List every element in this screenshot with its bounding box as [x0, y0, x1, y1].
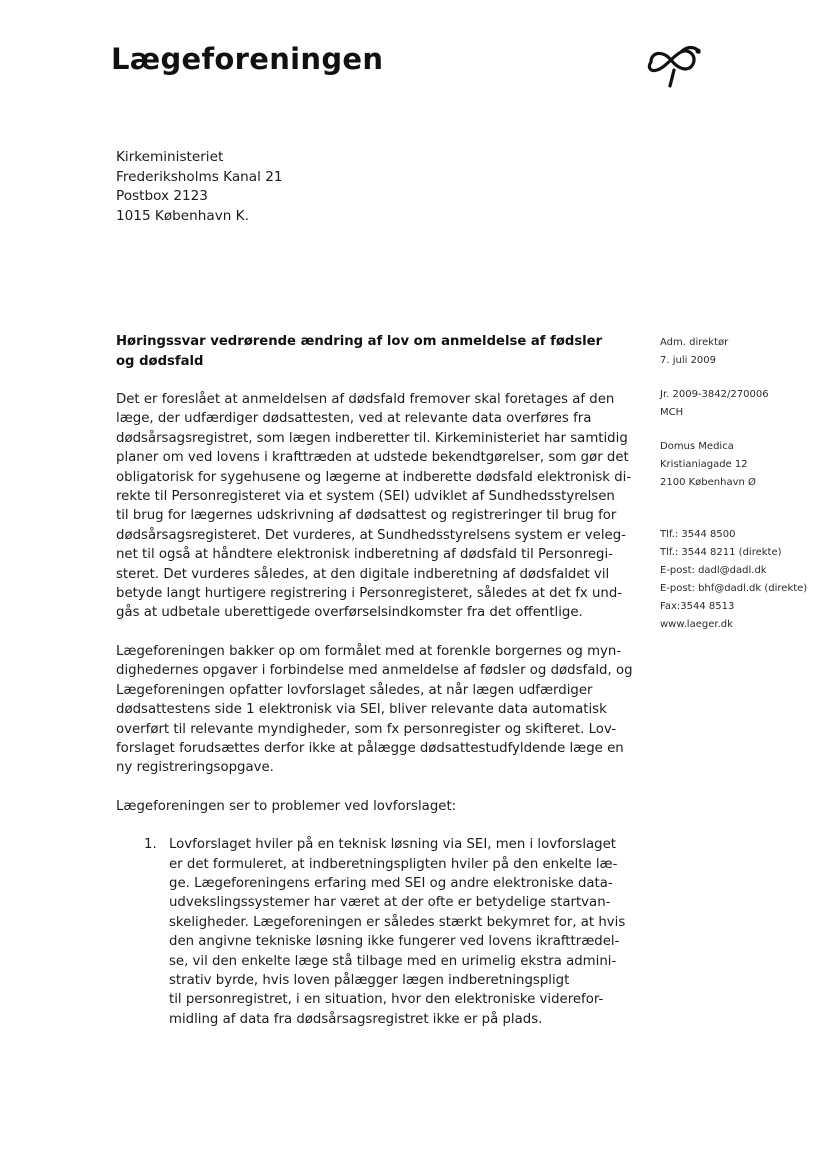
text-line: obligatorisk for sygehusene og lægerne at indberette dødsfald elektronisk di-: [116, 469, 632, 485]
sender-address-line: Domus Medica: [660, 441, 734, 452]
text-line: ny registreringsopgave.: [116, 760, 274, 776]
text-line: udvekslingssystemer har været at der ofte er betydelige startvan-: [169, 895, 611, 911]
recipient-line: 1015 København K.: [116, 207, 249, 224]
text-line: Lovforslaget hviler på en teknisk løsning via SEI, men i lovforslaget: [169, 837, 616, 853]
recipient-line: Frederiksholms Kanal 21: [116, 168, 283, 185]
text-line: til personregistret, i en situation, hvor den elektroniske viderefor-: [169, 992, 604, 1008]
sender-address-group: [660, 438, 820, 492]
text-line: se, vil den enkelte læge stå tilbage med en urimelig ekstra admini-: [169, 953, 617, 969]
paragraph-2: [116, 642, 633, 778]
letter-subject: Høringssvar vedrørende ændring af lov om anmeldelse af fødsler og dødsfald: [116, 334, 603, 369]
sender-info-sidebar: [660, 334, 820, 650]
text-line: net til også at håndtere elektronisk indberetning af dødsfald til Personregi-: [116, 547, 613, 563]
text-line: den angivne tekniske løsning ikke fungerer ved lovens ikrafttrædel-: [169, 934, 620, 950]
paragraph-1: [116, 390, 632, 623]
email-direct: E-post: bhf@dadl.dk (direkte): [660, 583, 808, 594]
letter-date: 7. juli 2009: [660, 355, 717, 366]
website: www.laeger.dk: [660, 619, 733, 630]
serpent-logo-icon: [643, 38, 705, 92]
contact-group: [660, 526, 820, 634]
phone-main: Tlf.: 3544 8500: [660, 529, 736, 540]
journal-group: [660, 386, 820, 422]
text-line: steret. Det vurderes således, at den digitale indberetning af dødsfaldet vil: [116, 566, 610, 582]
list-item: [116, 835, 626, 1029]
text-line: strativ byrde, hvis loven pålægger lægen indberetningspligt: [169, 972, 570, 988]
text-line: læge, der udfærdiger dødsattesten, ved at relevante data overføres fra: [116, 411, 592, 427]
text-line: planer om ved lovens i krafttræden at udstede bekendtgørelser, som gør det: [116, 450, 629, 466]
text-line: gås at udbetale uberettigede overførselsindkomster fra det offentlige.: [116, 605, 583, 621]
text-line: til brug for lægernes udskrivning af dødsattest og registreringer til brug for: [116, 508, 617, 524]
recipient-line: Kirkeministeriet: [116, 149, 224, 165]
text-line: rekte til Personregisteret via et system (SEI) udviklet af Sundhedsstyrelsen: [116, 489, 615, 505]
text-line: Lægeforeningen opfatter lovforslaget således, at når lægen udfærdiger: [116, 682, 593, 698]
text-line: er det formuleret, at indberetningspligten hviler på den enkelte læ-: [169, 856, 618, 872]
journal-number: Jr. 2009-3842/270006: [660, 389, 769, 400]
text-line: dødsattestens side 1 elektronisk via SEI, bliver relevante data automatisk: [116, 702, 607, 718]
text-line: ge. Lægeforeningens erfaring med SEI og andre elektroniske data-: [169, 875, 613, 891]
sender-address-line: Kristianiagade 12: [660, 459, 748, 470]
sender-date-group: [660, 334, 820, 370]
recipient-line: Postbox 2123: [116, 188, 208, 205]
text-line: dødsårsagsregistret, som lægen indberetter til. Kirkeministeriet har samtidig: [116, 430, 628, 446]
phone-direct: Tlf.: 3544 8211 (direkte): [660, 547, 782, 558]
paragraph-3: Lægeforeningen ser to problemer ved lovforslaget:: [116, 798, 457, 814]
text-line: forslaget forudsættes derfor ikke at pålægge dødsattestudfyldende læge en: [116, 740, 624, 756]
sender-address-line: 2100 København Ø: [660, 477, 756, 488]
text-line: Det er foreslået at anmeldelsen af dødsfald fremover skal foretages af den: [116, 392, 615, 407]
sender-initials: MCH: [660, 407, 684, 418]
text-line: Lægeforeningen bakker op om formålet med at forenkle borgernes og myn-: [116, 643, 622, 659]
sender-title: Adm. direktør: [660, 337, 729, 348]
letter-body: [116, 390, 633, 1029]
text-line: midling af data fra dødsårsagsregistret ikke er på plads.: [169, 1011, 543, 1027]
text-line: overført til relevante myndigheder, som fx personregister og skifteret. Lov-: [116, 721, 617, 737]
recipient-address: [116, 148, 283, 226]
list-item-number: 1.: [144, 837, 157, 853]
email-main: E-post: dadl@dadl.dk: [660, 565, 767, 576]
organization-logo-text: Lægeforeningen: [111, 42, 384, 76]
fax-number: Fax:3544 8513: [660, 601, 735, 612]
text-line: skeligheder. Lægeforeningen er således stærkt bekymret for, at hvis: [169, 914, 626, 930]
problem-list: [116, 835, 626, 1029]
text-line: dødsårsagsregisteret. Det vurderes, at Sundhedsstyrelsens system er veleg-: [116, 527, 626, 543]
text-line: betyde langt hurtigere registrering i Personregisteret, således at det fx und-: [116, 586, 623, 602]
text-line: dighedernes opgaver i forbindelse med anmeldelse af fødsler og dødsfald, og: [116, 663, 633, 679]
